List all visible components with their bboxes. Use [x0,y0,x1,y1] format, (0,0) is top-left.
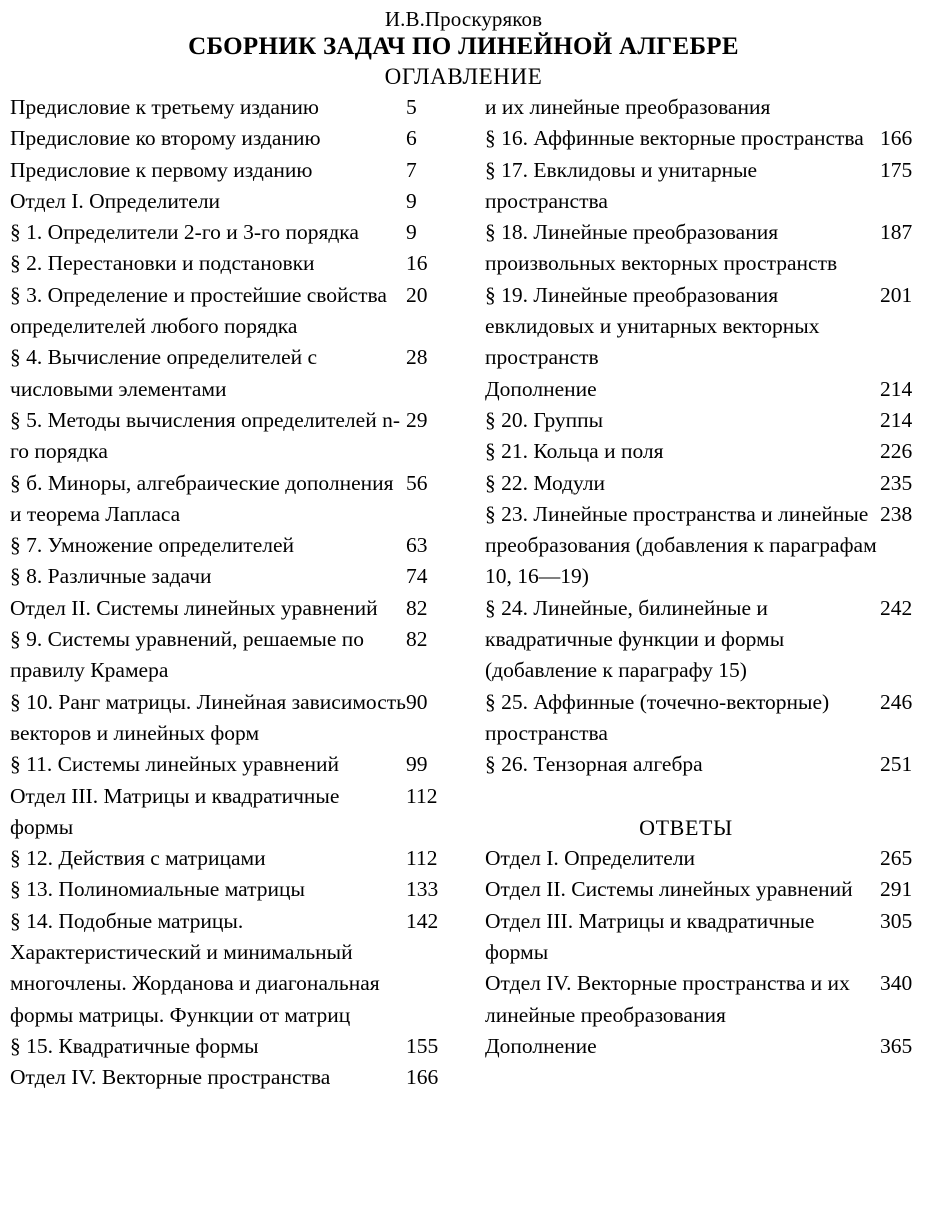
answers-heading: ОТВЕТЫ [639,814,733,840]
toc-entry-page-number: 56 [406,470,428,495]
toc-entry-page-number: 63 [406,533,428,558]
toc-entry-page-number: 166 [406,1065,439,1090]
toc-entry-page-number: 155 [406,1033,439,1058]
toc-column-left [10,92,470,1094]
toc-entry-page-number: 9 [406,220,417,245]
toc-entry[interactable] [10,1062,470,1093]
toc-entry[interactable] [485,217,927,280]
toc-entry-page-number: 90 [406,689,428,714]
toc-entry[interactable] [485,374,927,405]
toc-entry-label: § 16. Аффинные векторные пространства [485,126,864,151]
toc-entry[interactable] [485,593,927,687]
toc-entry-label: § б. Миноры, алгебраические дополнения и теорема Лапласа [10,470,394,526]
toc-entry-page-number: 82 [406,627,428,652]
toc-entry-page-number: 226 [880,439,913,464]
toc-entry-label: Отдел I. Определители [10,188,221,213]
toc-entry[interactable] [10,217,470,248]
toc-entry-label: § 22. Модули [485,470,606,495]
toc-entry-label: § 13. Полиномиальные матрицы [10,877,306,902]
toc-entry[interactable] [10,843,470,874]
toc-entry[interactable] [485,687,927,750]
toc-entry[interactable] [10,248,470,279]
toc-entry-page-number: 6 [406,126,417,151]
toc-entry[interactable] [485,405,927,436]
toc-entry-label: § 19. Линейные преобразования евклидовых и унитарных векторных пространств [485,282,820,370]
toc-entry[interactable] [485,92,927,123]
toc-entry[interactable] [10,687,470,750]
toc-entry-label: § 9. Системы уравнений, решаемые по правилу Крамера [10,627,365,683]
toc-entry[interactable] [485,843,927,874]
toc-entry-page-number: 74 [406,564,428,589]
toc-entry[interactable] [485,436,927,467]
toc-entry-label: § 17. Евклидовы и унитарные пространства [485,157,758,213]
toc-entry-label: § 10. Ранг матрицы. Линейная зависимость векторов и линейных форм [10,689,406,745]
toc-entry-label: § 15. Квадратичные формы [10,1033,259,1058]
toc-entry-page-number: 9 [406,188,417,213]
toc-entry-label: Предисловие к первому изданию [10,157,313,182]
toc-entry-label: § 7. Умножение определителей [10,533,295,558]
toc-entry[interactable] [10,92,470,123]
toc-entry-page-number: 187 [880,220,913,245]
toc-entry[interactable] [10,593,470,624]
toc-entry-label: § 8. Различные задачи [10,564,212,589]
page-header [0,0,927,91]
toc-entry-label: Отдел IV. Векторные пространства и их линейные преобразования [485,971,850,1027]
toc-entry[interactable] [485,155,927,218]
toc-entry[interactable] [485,749,927,780]
toc-entry[interactable] [485,906,927,969]
section-spacer [485,781,927,812]
toc-entry-page-number: 340 [880,971,913,996]
toc-entry[interactable] [10,1031,470,1062]
toc-entry[interactable] [10,468,470,531]
toc-entry-label: Отдел II. Системы линейных уравнений [10,595,378,620]
toc-entry-label: Отдел III. Матрицы и квадратичные формы [485,908,815,965]
toc-entry[interactable] [10,781,470,844]
toc-entry[interactable] [10,749,470,780]
toc-entry-page-number: 16 [406,251,428,276]
toc-entry-page-number: 82 [406,595,428,620]
toc-entry-page-number: 305 [880,908,913,933]
toc-entry[interactable] [10,874,470,905]
toc-entry-label: Отдел III. Матрицы и квадратичные формы [10,783,340,839]
toc-entry-page-number: 7 [406,157,417,182]
toc-entry-page-number: 99 [406,752,428,777]
toc-entry[interactable] [485,123,927,154]
toc-entry-label: Отдел I. Определители [485,846,696,871]
toc-entry-label: Дополнение [485,1033,597,1058]
toc-entry-label: § 11. Системы линейных уравнений [10,752,339,777]
toc-entry-label: § 12. Действия с матрицами [10,846,266,871]
toc-entry-page-number: 291 [880,877,913,902]
toc-entry-page-number: 166 [880,126,913,151]
toc-entry-page-number: 201 [880,282,913,307]
toc-entry-page-number: 251 [880,752,913,777]
author-name: И.В.Проскуряков [384,7,543,31]
toc-entry-page-number: 214 [880,376,913,401]
toc-entry-label: § 25. Аффинные (точечно-векторные) пространства [485,689,830,745]
toc-entry[interactable] [485,280,927,374]
toc-entry-label: Дополнение [485,376,597,401]
toc-entry-page-number: 214 [880,407,913,432]
toc-entry-label: § 5. Методы вычисления определителей n-го порядка [10,407,400,464]
toc-entry-page-number: 20 [406,282,428,307]
toc-entry[interactable] [485,468,927,499]
toc-entry-page-number: 175 [880,157,913,182]
toc-entry[interactable] [10,186,470,217]
toc-entry-label: § 23. Линейные пространства и линейные преобразования (добавления к параграфам 10, 16—19) [485,501,877,589]
toc-entry-label: § 2. Перестановки и подстановки [10,251,315,276]
toc-entry-label: § 20. Группы [485,407,604,432]
toc-column-right [485,92,927,1062]
toc-entry-label: § 1. Определители 2-го и 3-го порядка [10,220,359,245]
toc-entry[interactable] [10,624,470,687]
toc-entry-page-number: 133 [406,877,439,902]
page-title: ОГЛАВЛЕНИЕ [384,64,543,89]
book-title: СБОРНИК ЗАДАЧ ПО ЛИНЕЙНОЙ АЛГЕБРЕ [188,33,739,60]
toc-entry-page-number: 29 [406,407,428,432]
toc-entry-page-number: 246 [880,689,913,714]
toc-entry[interactable] [10,561,470,592]
toc-entry-page-number: 242 [880,595,913,620]
toc-entry-page-number: 112 [406,783,438,808]
toc-entry[interactable] [485,1031,927,1062]
toc-entry-page-number: 112 [406,846,438,871]
toc-entry[interactable] [10,155,470,186]
toc-entry-page-number: 28 [406,345,428,370]
toc-entry[interactable] [10,280,470,343]
toc-entry-label: и их линейные преобразования [485,95,771,119]
toc-entry-page-number: 238 [880,501,913,526]
toc-entry-page-number: 265 [880,846,913,871]
toc-entry-page-number: 5 [406,95,417,119]
toc-entry[interactable] [10,342,470,405]
toc-entry-label: § 3. Определение и простейшие свойства определителей любого порядка [10,282,387,339]
toc-entry[interactable] [485,874,927,905]
toc-entry[interactable] [10,906,470,1031]
toc-entry-label: § 21. Кольца и поля [485,439,664,464]
toc-entry[interactable] [485,499,927,593]
toc-entry[interactable] [10,530,470,561]
toc-entry-label: § 4. Вычисление определителей с числовыми элементами [10,345,318,401]
toc-entry[interactable] [10,405,470,468]
toc-entry-page-number: 142 [406,908,439,933]
toc-entry-label: § 24. Линейные, билинейные и квадратичные функции и формы (добавление к параграфу 15) [485,595,785,683]
toc-entry-page-number: 365 [880,1033,913,1058]
toc-entry-label: Предисловие ко второму изданию [10,126,321,151]
toc-entry[interactable] [485,968,927,1031]
toc-entry-page-number: 235 [880,470,913,495]
toc-entry-label: Предисловие к третьему изданию [10,95,319,119]
toc-entry[interactable] [10,123,470,154]
toc-entry-label: § 14. Подобные матрицы. Характеристический и минимальный многочлены. Жорданова и диагональная формы матрицы. Функции от матриц [10,908,380,1027]
toc-entry-label: § 26. Тензорная алгебра [485,752,703,777]
toc-entry-label: § 18. Линейные преобразования произвольных векторных пространств [485,220,838,276]
toc-entry-label: Отдел IV. Векторные пространства [10,1065,331,1090]
toc-entry-label: Отдел II. Системы линейных уравнений [485,877,853,902]
